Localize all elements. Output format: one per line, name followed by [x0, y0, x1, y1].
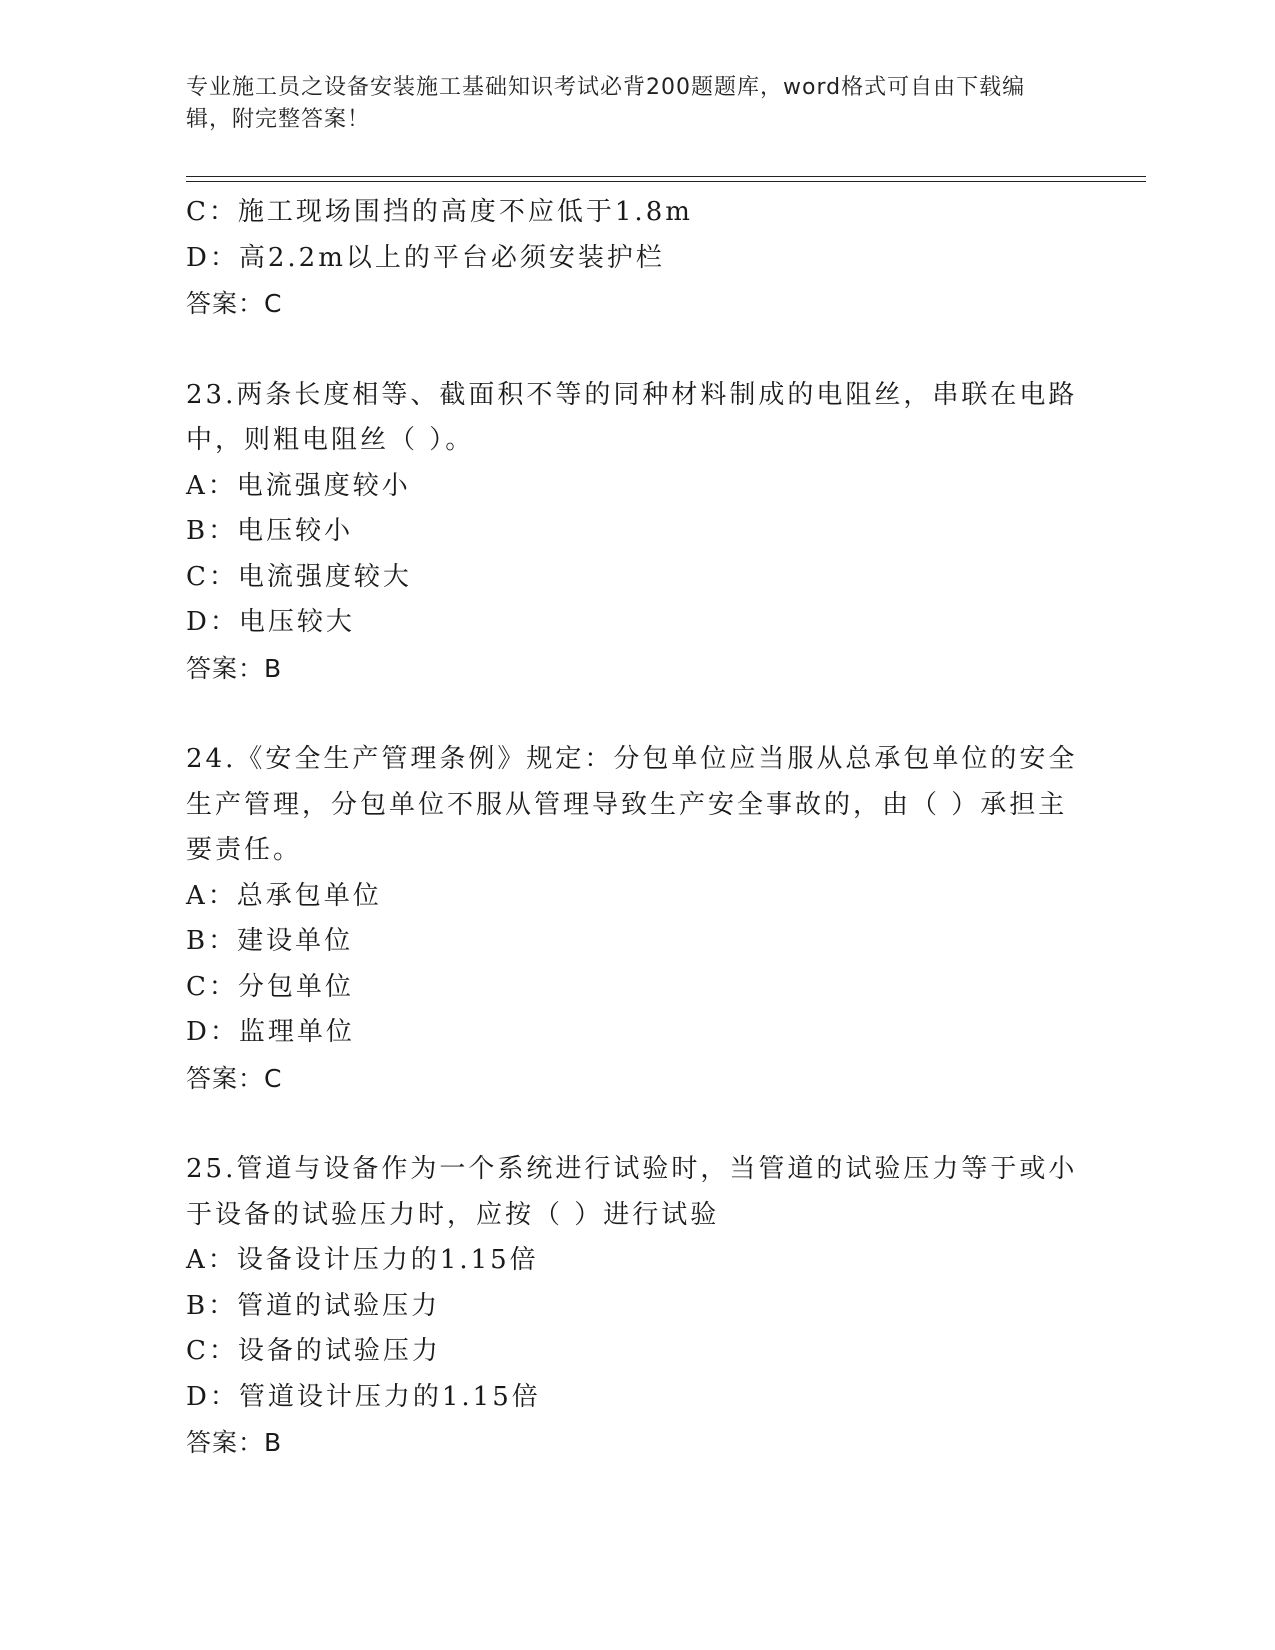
question-stem-line: 于设备的试验压力时，应按（ ）进行试验	[186, 1199, 720, 1230]
question-list	[186, 190, 1086, 1466]
option-a: A：总承包单位	[186, 880, 382, 911]
option-c: C：分包单位	[186, 971, 354, 1002]
option-c: C：设备的试验压力	[186, 1336, 441, 1366]
answer-line: 答案：B	[186, 1428, 283, 1457]
answer-line: 答案：B	[186, 653, 283, 683]
document-header: 专业施工员之设备安装施工基础知识考试必背200题题库，word格式可自由下载编辑，附完整答案！	[186, 75, 1026, 132]
question-stem-line: 中，则粗电阻丝（ ）。	[186, 425, 475, 455]
question-gap	[186, 691, 1086, 737]
question-fragment	[186, 190, 1086, 327]
option-d: D：管道设计压力的1.15倍	[186, 1381, 541, 1412]
option-a: A：设备设计压力的1.15倍	[186, 1245, 539, 1275]
option-b: B：电压较小	[186, 516, 354, 546]
answer-line: 答案：C	[186, 289, 283, 318]
option-d: D：电压较大	[186, 607, 355, 637]
option-b: B：管道的试验压力	[186, 1290, 441, 1321]
header-divider-top	[186, 176, 1146, 177]
option-d: D：高2.2m以上的平台必须安装护栏	[186, 242, 665, 273]
question-stem-line: 25.管道与设备作为一个系统进行试验时，当管道的试验压力等于或小	[186, 1154, 1078, 1184]
option-a: A：电流强度较小	[186, 470, 411, 501]
header-divider-bottom	[186, 181, 1146, 182]
question-stem-line: 生产管理，分包单位不服从管理导致生产安全事故的，由（ ）承担主	[186, 789, 1068, 820]
option-c: C：施工现场围挡的高度不应低于1.8m	[186, 197, 693, 227]
question-item	[186, 373, 1086, 692]
question-stem-line: 要责任。	[186, 835, 303, 865]
question-item	[186, 737, 1086, 1101]
question-stem-line: 24.《安全生产管理条例》规定：分包单位应当服从总承包单位的安全	[186, 744, 1078, 774]
option-b: B：建设单位	[186, 926, 354, 956]
question-item	[186, 1147, 1086, 1466]
question-gap	[186, 1101, 1086, 1147]
question-gap	[186, 327, 1086, 373]
option-d: D：监理单位	[186, 1017, 355, 1047]
option-c: C：电流强度较大	[186, 561, 412, 592]
answer-line: 答案：C	[186, 1063, 283, 1093]
question-stem-line: 23.两条长度相等、截面积不等的同种材料制成的电阻丝，串联在电路	[186, 379, 1078, 410]
